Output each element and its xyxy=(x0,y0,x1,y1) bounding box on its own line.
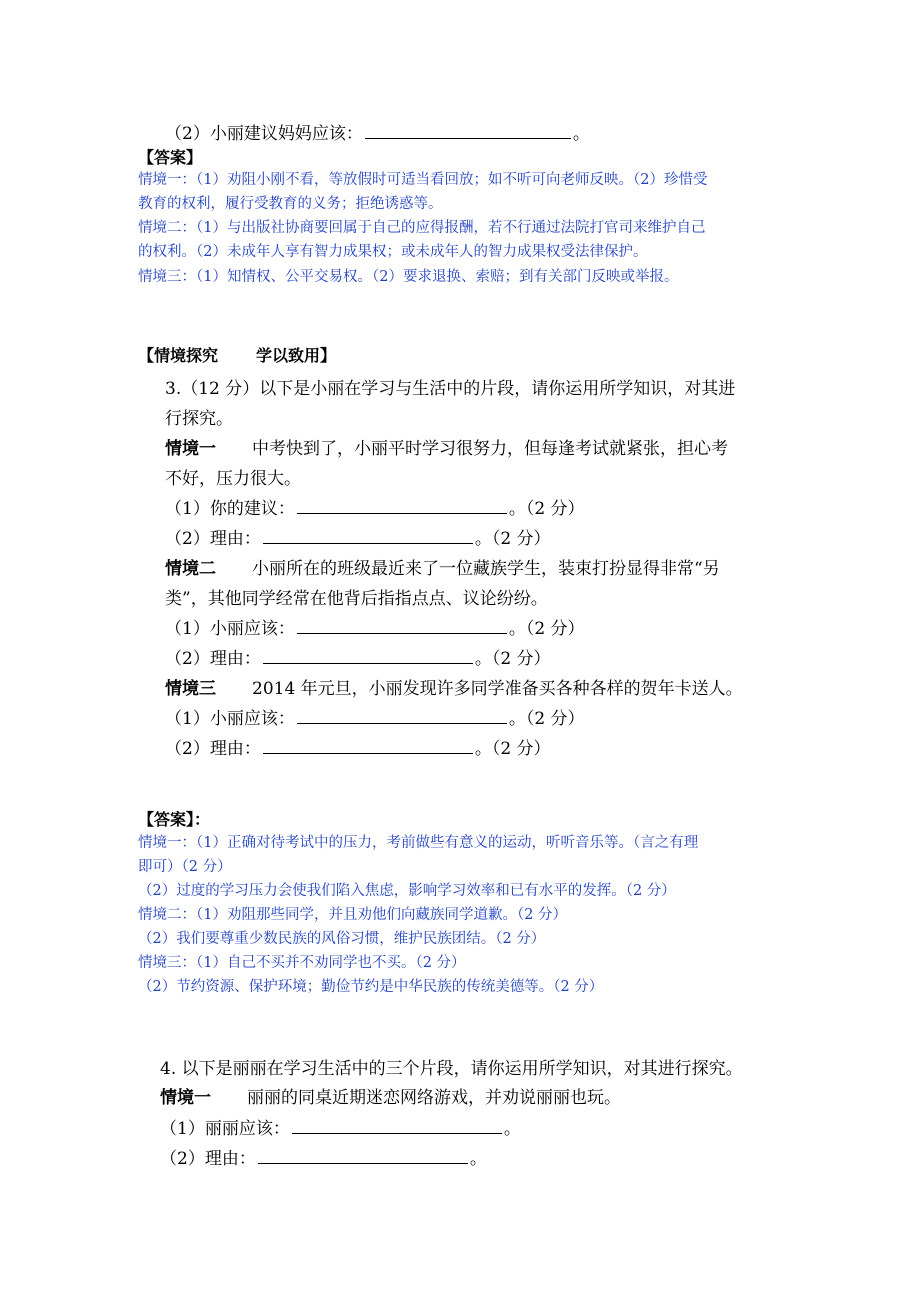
q3-intro-cont: 行探究。 xyxy=(165,409,233,429)
scenario-label: 情境三 xyxy=(165,679,216,699)
q3-s2-b xyxy=(165,644,551,669)
q4-s1-a xyxy=(160,1114,521,1139)
scenario-label: 情境一 xyxy=(165,439,216,459)
answer-line: 情境一：（1）劝阻小刚不看，等放假时可适当看回放；如不听可向老师反映。（2）珍惜受 xyxy=(138,172,708,188)
prompt-text: （1）丽丽应该： xyxy=(160,1119,290,1139)
answer-blank xyxy=(263,646,473,664)
q4-s1-b xyxy=(160,1144,487,1169)
prompt-text: （2）理由： xyxy=(160,1149,256,1169)
q3-s2-a xyxy=(165,614,585,639)
scenario-2 xyxy=(165,554,720,579)
q2-sub-prefix: （2）小丽建议妈妈应该： xyxy=(165,124,363,144)
answer-line: 情境三：（1）自己不买并不劝同学也不买。（2 分） xyxy=(138,955,466,971)
answer-line: （2）我们要尊重少数民族的风俗习惯，维护民族团结。（2 分） xyxy=(138,931,546,947)
q3-s1-b xyxy=(165,524,551,549)
scenario-1 xyxy=(165,434,728,459)
prompt-text: （2）理由： xyxy=(165,529,261,549)
q3-s3-a xyxy=(165,704,585,729)
q3-s3-b xyxy=(165,734,551,759)
prompt-text: （2）理由： xyxy=(165,649,261,669)
scenario-text: 小丽所在的班级最近来了一位藏族学生，装束打扮显得非常“另 xyxy=(252,559,720,579)
answer-line: 的权利。（2）未成年人享有智力成果权；或未成年人的智力成果权受法律保护。 xyxy=(138,244,648,260)
section-heading-right: 学以致用】 xyxy=(256,346,337,365)
prompt-text: （2）理由： xyxy=(165,739,261,759)
scenario-label: 情境一 xyxy=(160,1088,211,1108)
answer-line: （2）过度的学习压力会使我们陷入焦虑，影响学习效率和已有水平的发挥。（2 分） xyxy=(138,883,676,899)
q2-sub-item xyxy=(165,119,590,144)
answer-blank xyxy=(365,121,571,139)
answer-blank xyxy=(263,526,473,544)
answer-blank xyxy=(297,616,507,634)
q4-scenario-1 xyxy=(160,1083,621,1108)
q3-s1-a xyxy=(165,494,585,519)
q3-intro: 3.（12 分）以下是小丽在学习与生活中的片段，请你运用所学知识，对其进 xyxy=(165,379,736,399)
answer-blank xyxy=(297,706,507,724)
section-heading xyxy=(138,343,336,366)
points-text: 。（2 分） xyxy=(508,499,585,519)
points-text: 。（2 分） xyxy=(508,709,585,729)
answer-line: 即可）（2 分） xyxy=(138,859,232,875)
q2-sub-suffix: 。 xyxy=(572,124,590,144)
points-text: 。（2 分） xyxy=(508,619,585,639)
scenario-text: 2014 年元旦，小丽发现许多同学准备买各种各样的贺年卡送人。 xyxy=(252,679,743,699)
punctuation: 。 xyxy=(503,1119,521,1139)
answer-line: 教育的权利，履行受教育的义务；拒绝诱惑等。 xyxy=(138,196,443,212)
answer-blank xyxy=(258,1146,468,1164)
answer-line: 情境二：（1）劝阻那些同学，并且劝他们向藏族同学道歉。（2 分） xyxy=(138,907,568,923)
scenario-text: 丽丽的同桌近期迷恋网络游戏，并劝说丽丽也玩。 xyxy=(247,1088,621,1108)
answer-blank xyxy=(297,496,507,514)
answer-line: （2）节约资源、保护环境；勤俭节约是中华民族的传统美德等。（2 分） xyxy=(138,979,604,995)
scenario-label: 情境二 xyxy=(165,559,216,579)
prompt-text: （1）小丽应该： xyxy=(165,709,295,729)
prompt-text: （1）你的建议： xyxy=(165,499,295,519)
answer-line: 情境二：（1）与出版社协商要回属于自己的应得报酬，若不行通过法院打官司来维护自己 xyxy=(138,220,706,236)
q4-intro: 4. 以下是丽丽在学习生活中的三个片段，请你运用所学知识，对其进行探究。 xyxy=(160,1059,743,1079)
scenario-3 xyxy=(165,674,743,699)
answer-line: 情境一：（1）正确对待考试中的压力，考前做些有意义的运动，听听音乐等。（言之有理 xyxy=(138,835,699,851)
prompt-text: （1）小丽应该： xyxy=(165,619,295,639)
scenario-text: 中考快到了，小丽平时学习很努力，但每逢考试就紧张，担心考 xyxy=(252,439,728,459)
points-text: 。（2 分） xyxy=(474,739,551,759)
scenario-text-cont: 不好，压力很大。 xyxy=(165,469,301,489)
punctuation: 。 xyxy=(469,1149,487,1169)
answer-heading: 【答案】 xyxy=(138,148,203,167)
answer-blank xyxy=(263,736,473,754)
section-heading-left: 【情境探究 xyxy=(138,346,219,365)
points-text: 。（2 分） xyxy=(474,649,551,669)
answer-line: 情境三：（1）知情权、公平交易权。（2）要求退换、索赔；到有关部门反映或举报。 xyxy=(138,269,679,285)
scenario-text-cont: 类”，其他同学经常在他背后指指点点、议论纷纷。 xyxy=(165,589,548,609)
points-text: 。（2 分） xyxy=(474,529,551,549)
answer-blank xyxy=(292,1116,502,1134)
answer-heading: 【答案】： xyxy=(138,810,211,829)
